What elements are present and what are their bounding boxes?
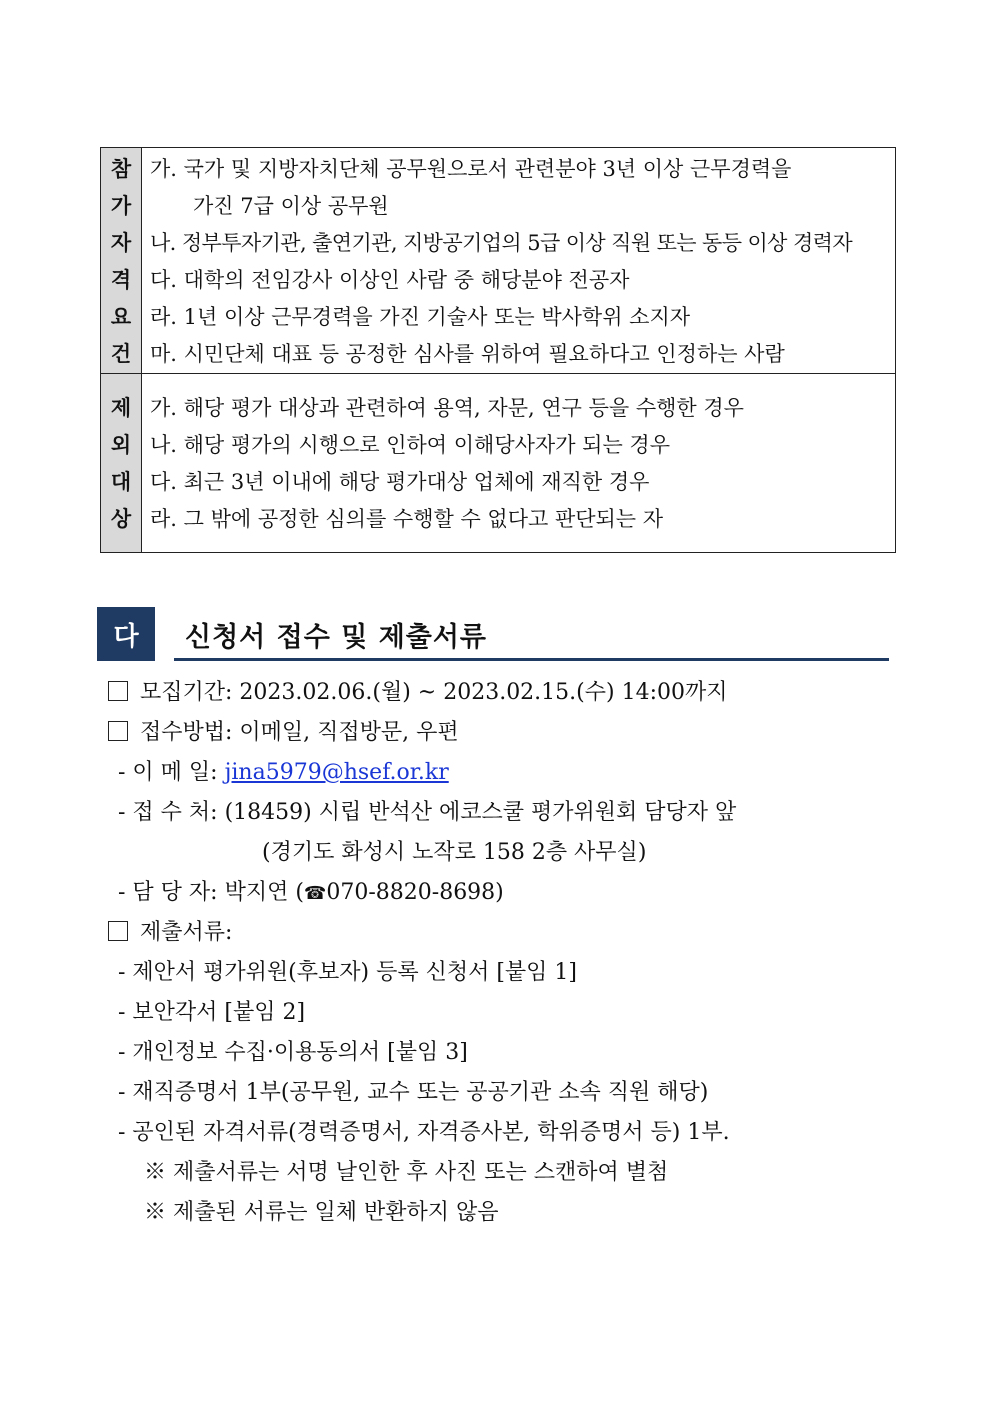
period-line: 모집기간: 2023.02.06.(월) ~ 2023.02.15.(수) 14:00까지 xyxy=(108,673,736,713)
email-link[interactable]: jina5979@hsef.or.kr xyxy=(224,760,449,785)
table-row-qualifications xyxy=(101,148,895,373)
documents-heading: 제출서류: xyxy=(108,913,736,953)
section-title: 신청서 접수 및 제출서류 xyxy=(185,622,488,653)
document-item: - 개인정보 수집·이용동의서 [붙임 3] xyxy=(118,1040,468,1065)
list-item: 라. 그 밖에 공정한 심의를 수행할 수 없다고 판단되는 자 xyxy=(150,507,664,531)
qualifications-list xyxy=(142,148,895,373)
row-heading-qualifications: 참 가 자 격 요 건 xyxy=(101,148,142,373)
checkbox-square-icon xyxy=(108,921,128,941)
list-item: 다. 대학의 전임강사 이상인 사람 중 해당분야 전공자 xyxy=(150,268,630,292)
list-item: 나. 정부투자기관, 출연기관, 지방공기업의 5급 이상 직원 또는 동등 이상 경력자 xyxy=(150,231,853,255)
document-item: - 제안서 평가위원(후보자) 등록 신청서 [붙임 1] xyxy=(118,960,578,985)
list-item: 가진 7급 이상 공무원 xyxy=(193,194,389,218)
note-item: ※ 제출서류는 서명 날인한 후 사진 또는 스캔하여 별첨 xyxy=(144,1160,669,1185)
address-line: - 접 수 처: (18459) 시립 반석산 에코스쿨 평가위원회 담당자 앞 xyxy=(118,800,737,825)
list-item: 가. 해당 평가 대상과 관련하여 용역, 자문, 연구 등을 수행한 경우 xyxy=(150,396,744,420)
email-line: - 이 메 일: jina5979@hsef.or.kr xyxy=(118,760,449,785)
document-item: - 재직증명서 1부(공무원, 교수 또는 공공기관 소속 직원 해당) xyxy=(118,1080,709,1105)
document-item: - 공인된 자격서류(경력증명서, 자격증사본, 학위증명서 등) 1부. xyxy=(118,1120,730,1145)
method-line: 접수방법: 이메일, 직접방문, 우편 xyxy=(108,713,736,753)
row-heading-exclusions: 제 외 대 상 xyxy=(101,374,142,552)
section-header xyxy=(97,607,889,663)
list-item: 라. 1년 이상 근무경력을 가진 기술사 또는 박사학위 소지자 xyxy=(150,305,691,329)
checkbox-square-icon xyxy=(108,721,128,741)
table-row-exclusions xyxy=(101,373,895,552)
list-item: 가. 국가 및 지방자치단체 공무원으로서 관련분야 3년 이상 근무경력을 xyxy=(150,157,792,181)
list-item: 다. 최근 3년 이내에 해당 평가대상 업체에 재직한 경우 xyxy=(150,470,650,494)
exclusions-list xyxy=(142,374,895,552)
section-underline xyxy=(174,658,889,661)
document-item: - 보안각서 [붙임 2] xyxy=(118,1000,306,1025)
section-badge: 다 xyxy=(97,607,155,661)
list-item: 마. 시민단체 대표 등 공정한 심사를 위하여 필요하다고 인정하는 사람 xyxy=(150,342,785,366)
contact-line: - 담 당 자: 박지연 (☎070-8820-8698) xyxy=(118,880,504,905)
eligibility-table xyxy=(100,147,896,553)
address-line-2: (경기도 화성시 노작로 158 2층 사무실) xyxy=(262,840,647,865)
phone-icon: ☎ xyxy=(303,883,327,904)
note-item: ※ 제출된 서류는 일체 반환하지 않음 xyxy=(144,1200,499,1225)
checkbox-square-icon xyxy=(108,681,128,701)
list-item: 나. 해당 평가의 시행으로 인하여 이해당사자가 되는 경우 xyxy=(150,433,670,457)
application-details xyxy=(108,673,736,1233)
